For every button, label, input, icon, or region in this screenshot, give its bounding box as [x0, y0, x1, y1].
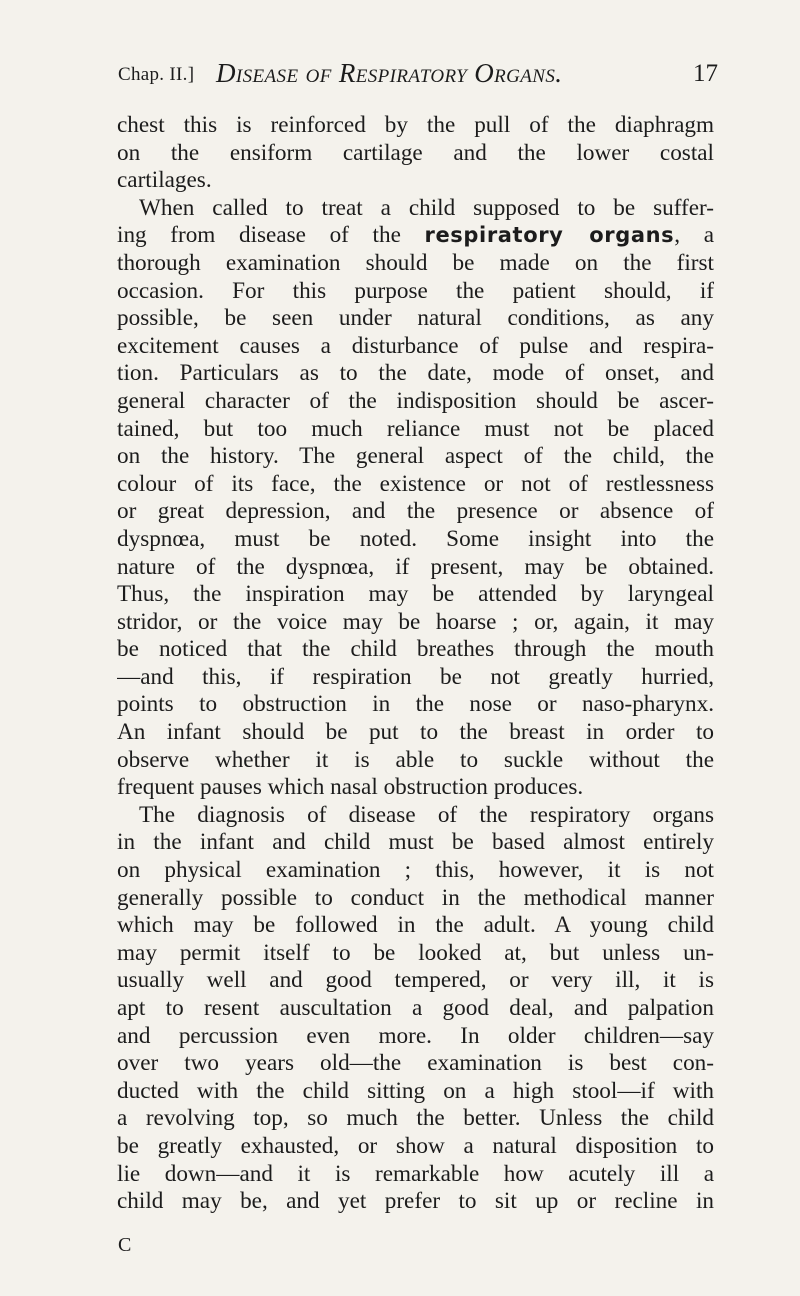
text-line: excitement causes a disturbance of pulse and respira-: [117, 332, 714, 359]
text-line: which may be followed in the adult. A young child: [117, 912, 714, 939]
running-title: Disease of Respiratory Organs.: [216, 58, 563, 88]
text-line: possible, be seen under natural conditions, as any: [117, 305, 714, 332]
text-line: usually well and good tempered, or very ill, it is: [117, 967, 714, 994]
text-line: points to obstruction in the nose or naso-pharynx.: [117, 691, 714, 718]
line-text-segment: ing from disease of the: [117, 222, 425, 249]
text-line: chest this is reinforced by the pull of the diaphragm: [117, 112, 714, 138]
body-text: [117, 112, 714, 1216]
text-line: be noticed that the child breathes through the mouth: [117, 636, 714, 663]
bold-term: respiratory organs: [424, 223, 675, 248]
text-line: stridor, or the voice may be hoarse ; or, again, it may: [117, 608, 714, 635]
text-line: occasion. For this purpose the patient should, if: [117, 277, 714, 304]
text-line: Thus, the inspiration may be attended by laryngeal: [117, 581, 714, 608]
text-line: lie down—and it is remarkable how acutely ill a: [117, 1160, 714, 1187]
signature-mark: C: [118, 1234, 132, 1256]
text-line: general character of the indisposition should be ascer-: [117, 387, 714, 414]
text-line: apt to resent auscultation a good deal, and palpation: [117, 995, 714, 1021]
text-line: An infant should be put to the breast in order to: [117, 719, 714, 746]
text-line: tained, but too much reliance must not be placed: [117, 415, 714, 442]
text-line: over two years old—the examination is best con-: [117, 1050, 714, 1077]
text-line: ducted with the child sitting on a high stool—if with: [117, 1077, 714, 1104]
page-number: 17: [693, 60, 718, 87]
text-line: When called to treat a child supposed to be suffer-: [139, 194, 714, 221]
text-line: in the infant and child must be based almost entirely: [117, 829, 714, 856]
text-line: and percussion even more. In older children—say: [117, 1022, 714, 1049]
text-line: frequent pauses which nasal obstruction produces.: [117, 774, 584, 801]
text-line: [117, 222, 714, 250]
running-head: [118, 58, 718, 94]
text-line: on the ensiform cartilage and the lower costal: [117, 139, 714, 166]
text-line: tion. Particulars as to the date, mode of onset, and: [117, 360, 714, 387]
text-line: on the history. The general aspect of the child, the: [117, 443, 714, 470]
text-line: nature of the dyspnœa, if present, may be obtained.: [117, 553, 714, 580]
text-line: child may be, and yet prefer to sit up or recline in: [117, 1188, 714, 1215]
text-line: be greatly exhausted, or show a natural disposition to: [117, 1132, 714, 1159]
text-line: a revolving top, so much the better. Unless the child: [117, 1105, 714, 1132]
text-line: The diagnosis of disease of the respiratory organs: [139, 801, 714, 828]
text-line: thorough examination should be made on the first: [117, 249, 714, 276]
text-line: dyspnœa, must be noted. Some insight into the: [117, 525, 714, 552]
text-line: —and this, if respiration be not greatly hurried,: [117, 663, 714, 690]
text-line: observe whether it is able to suckle without the: [117, 746, 714, 773]
text-line: generally possible to conduct in the methodical manner: [117, 884, 714, 911]
chapter-label: Chap. II.]: [118, 64, 195, 85]
line-text-segment: , a: [674, 222, 714, 249]
text-line: on physical examination ; this, however, it is not: [117, 857, 714, 884]
text-line: cartilages.: [117, 167, 212, 194]
text-line: colour of its face, the existence or not of restlessness: [117, 470, 714, 497]
text-line: or great depression, and the presence or absence of: [117, 498, 714, 525]
text-line: may permit itself to be looked at, but unless un-: [117, 939, 714, 966]
